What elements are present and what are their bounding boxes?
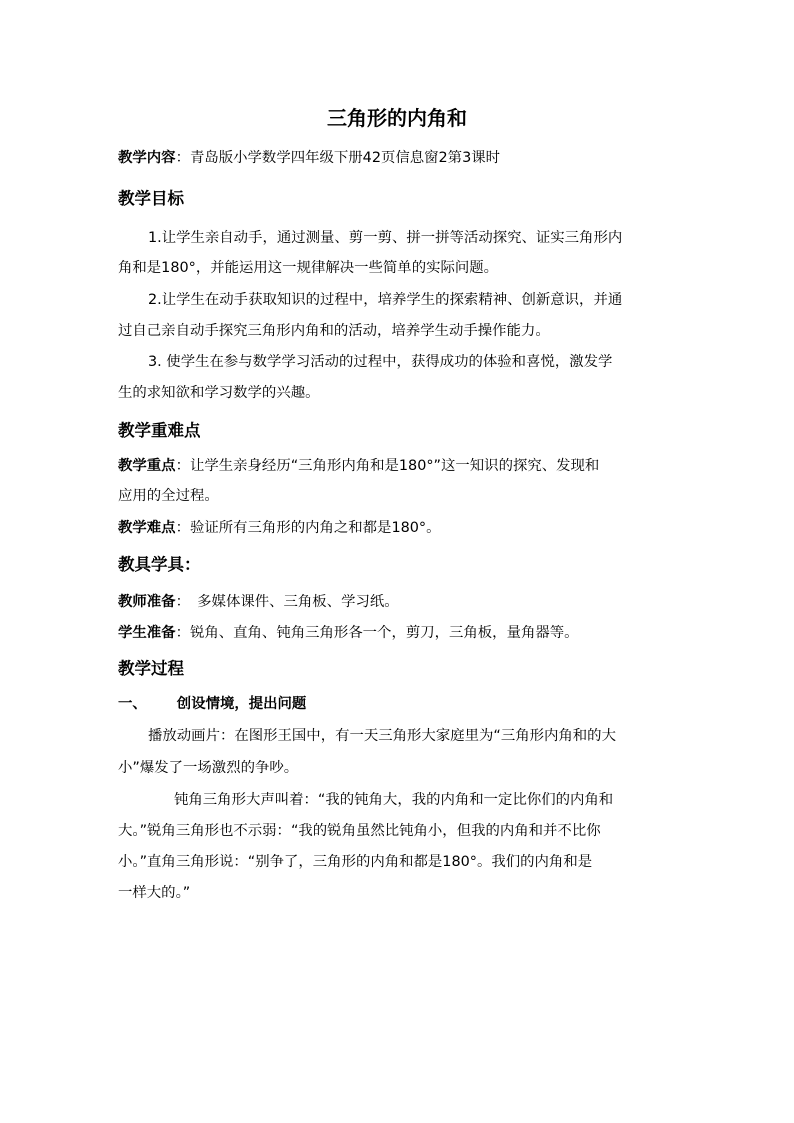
paragraph-2-line-3: 小。”直角三角形说：“别争了，三角形的内角和都是180°。我们的内角和是 [118, 854, 593, 870]
paragraph-1-line-2: 小”爆发了一场激烈的争吵。 [118, 760, 299, 776]
section-1-number: 一、 [118, 696, 147, 712]
goal-line-1: 1.让学生亲自动手，通过测量、剪一剪、拼一拼等活动探究、证实三角形内 [148, 230, 623, 246]
process-heading: 教学过程 [118, 659, 184, 678]
key-point-label: 教学重点 [118, 458, 176, 474]
goals-heading: 教学目标 [118, 189, 184, 208]
section-1-heading [118, 694, 678, 714]
paragraph-2-line-2: 大。”锐角三角形也不示弱：“我的锐角虽然比钝角小，但我的内角和并不比你 [118, 823, 601, 839]
goal-line-3: 2.让学生在动手获取知识的过程中，培养学生的探索精神、创新意识，并通 [148, 292, 623, 308]
teaching-content-label: 教学内容 [118, 150, 176, 166]
student-prep-text: ：锐角、直角、钝角三角形各一个，剪刀，三角板，量角器等。 [175, 625, 579, 641]
key-point-text: ：让学生亲身经历“三角形内角和是180°”这一知识的探究、发现和 [175, 458, 600, 474]
teacher-prep-line [118, 592, 678, 612]
teacher-prep-label: 教师准备 [118, 594, 176, 610]
goal-line-5: 3. 使学生在参与数学学习活动的过程中，获得成功的体验和喜悦，激发学 [148, 354, 613, 370]
goal-line-2: 角和是180°，并能运用这一规律解决一些简单的实际问题。 [118, 260, 499, 276]
document-title: 三角形的内角和 [327, 106, 467, 130]
teacher-prep-text: ： 多媒体课件、三角板、学习纸。 [175, 594, 399, 610]
difficulty-line [118, 518, 678, 538]
goal-line-6: 生的求知欲和学习数学的兴趣。 [118, 385, 320, 401]
goal-line-4: 过自己亲自动手探究三角形内角和的活动，培养学生动手操作能力。 [118, 323, 550, 339]
key-point-line-2: 应用的全过程。 [118, 488, 219, 504]
key-points-heading: 教学重难点 [118, 421, 201, 440]
teaching-content-text: ：青岛版小学数学四年级下册42页信息窗2第3课时 [175, 150, 501, 166]
paragraph-2-line-1: 钝角三角形大声叫着：“我的钝角大，我的内角和一定比你们的内角和 [174, 792, 614, 808]
difficulty-label: 教学难点 [118, 520, 176, 536]
paragraph-2-line-4: 一样大的。” [118, 885, 191, 901]
teaching-content [118, 148, 678, 168]
student-prep-line [118, 623, 678, 643]
tools-heading: 教具学具： [118, 555, 201, 574]
paragraph-1-line-1: 播放动画片：在图形王国中，有一天三角形大家庭里为“三角形内角和的大 [148, 728, 616, 744]
key-point-line-1 [118, 456, 678, 476]
student-prep-label: 学生准备 [118, 625, 176, 641]
section-1-title: 创设情境，提出问题 [176, 696, 307, 712]
difficulty-text: ：验证所有三角形的内角之和都是180°。 [175, 520, 441, 536]
